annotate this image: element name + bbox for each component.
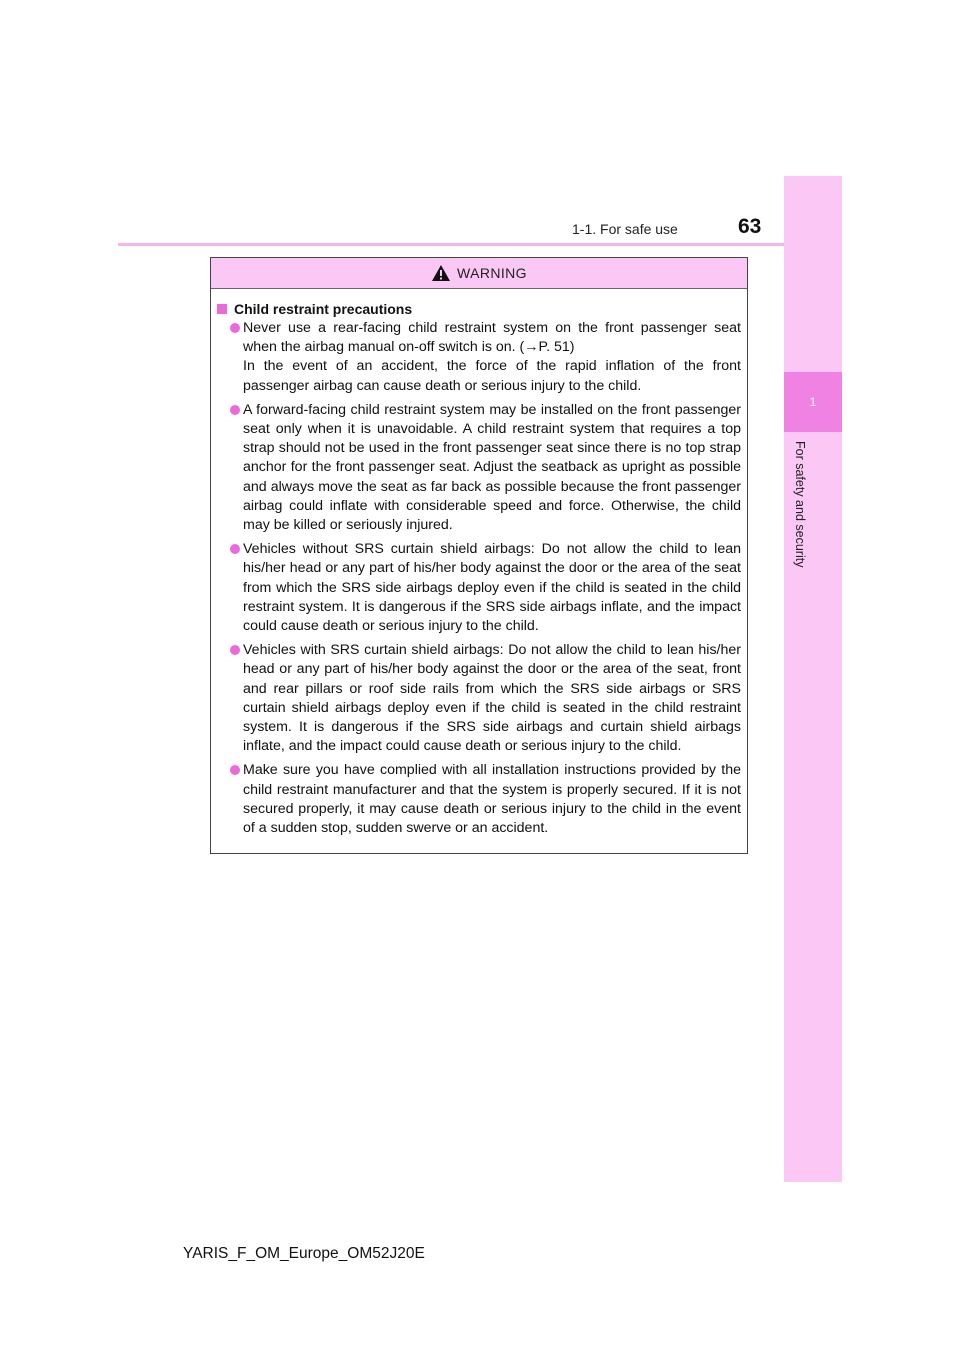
bullet-dot-icon xyxy=(230,645,240,655)
list-item-text: Vehicles with SRS curtain shield airbags: Do not allow the child to lean his/her head or any part of his/her body against the door or the area of the seat, front and rear pillars or roof side rails from which the SRS side airbags or SRS curtain shield airbags deploy even if the child is seated in the child restraint system. It is dangerous if the SRS side airbags and curtain shield airbags inflate, and the impact could cause death or serious injury to the child. xyxy=(243,642,741,755)
warning-triangle-icon xyxy=(431,264,451,282)
list-item xyxy=(217,319,741,396)
chapter-number-tab[interactable] xyxy=(784,372,842,432)
list-item-text: In the event of an accident, the force of the rapid inflation of the front passenger airbag can cause death or serious injury to the child. xyxy=(243,358,741,394)
header-divider xyxy=(118,243,842,246)
warning-body xyxy=(211,289,747,838)
chapter-label: For safety and security xyxy=(793,441,807,568)
list-item-text: Make sure you have complied with all installation instructions provided by the child restraint manufacturer and that the system is properly secured. If it is not secured properly, it may cause death or serious injury to the child in the event of a sudden stop, sudden swerve or an accident. xyxy=(243,762,741,837)
page-number: 63 xyxy=(738,215,762,238)
list-item xyxy=(217,401,741,535)
list-item xyxy=(217,761,741,838)
square-bullet-icon xyxy=(217,304,227,314)
list-item xyxy=(217,540,741,636)
list-item-text: A forward-facing child restraint system may be installed on the front passenger seat only when it is unavoidable. A child restraint system that requires a top strap should not be used in the front passenger seat since there is no top strap anchor for the front passenger seat. Adjust the seatback as upright as possible and always move the seat as far back as possible because the front passenger airbag could inflate with considerable speed and force. Otherwise, the child may be killed or seriously injured. xyxy=(243,401,741,534)
bullet-dot-icon xyxy=(230,323,240,333)
section-heading xyxy=(217,301,741,317)
bullet-dot-icon xyxy=(230,765,240,775)
section-title: 1-1. For safe use xyxy=(572,221,678,237)
bullet-dot-icon xyxy=(230,544,240,554)
list-item xyxy=(217,641,741,756)
chapter-side-tab xyxy=(784,176,842,1182)
list-item-text: Never use a rear-facing child restraint system on the front passenger seat when the airbag manual on-off switch is on. (→P. 51) xyxy=(243,320,741,356)
section-heading-text: Child restraint precautions xyxy=(234,301,413,317)
chapter-number: 1 xyxy=(809,395,817,409)
bullet-dot-icon xyxy=(230,405,240,415)
document-code: YARIS_F_OM_Europe_OM52J20E xyxy=(183,1245,425,1262)
warning-header xyxy=(211,258,747,289)
warning-box xyxy=(210,257,748,854)
list-item-text: Vehicles without SRS curtain shield airbags: Do not allow the child to lean his/her head or any part of his/her body against the door or the area of the seat from which the SRS side airbags deploy even if the child is seated in the child restraint system. It is dangerous if the SRS side airbags inflate, and the impact could cause death or serious injury to the child. xyxy=(243,541,741,635)
warning-title: WARNING xyxy=(457,265,527,281)
